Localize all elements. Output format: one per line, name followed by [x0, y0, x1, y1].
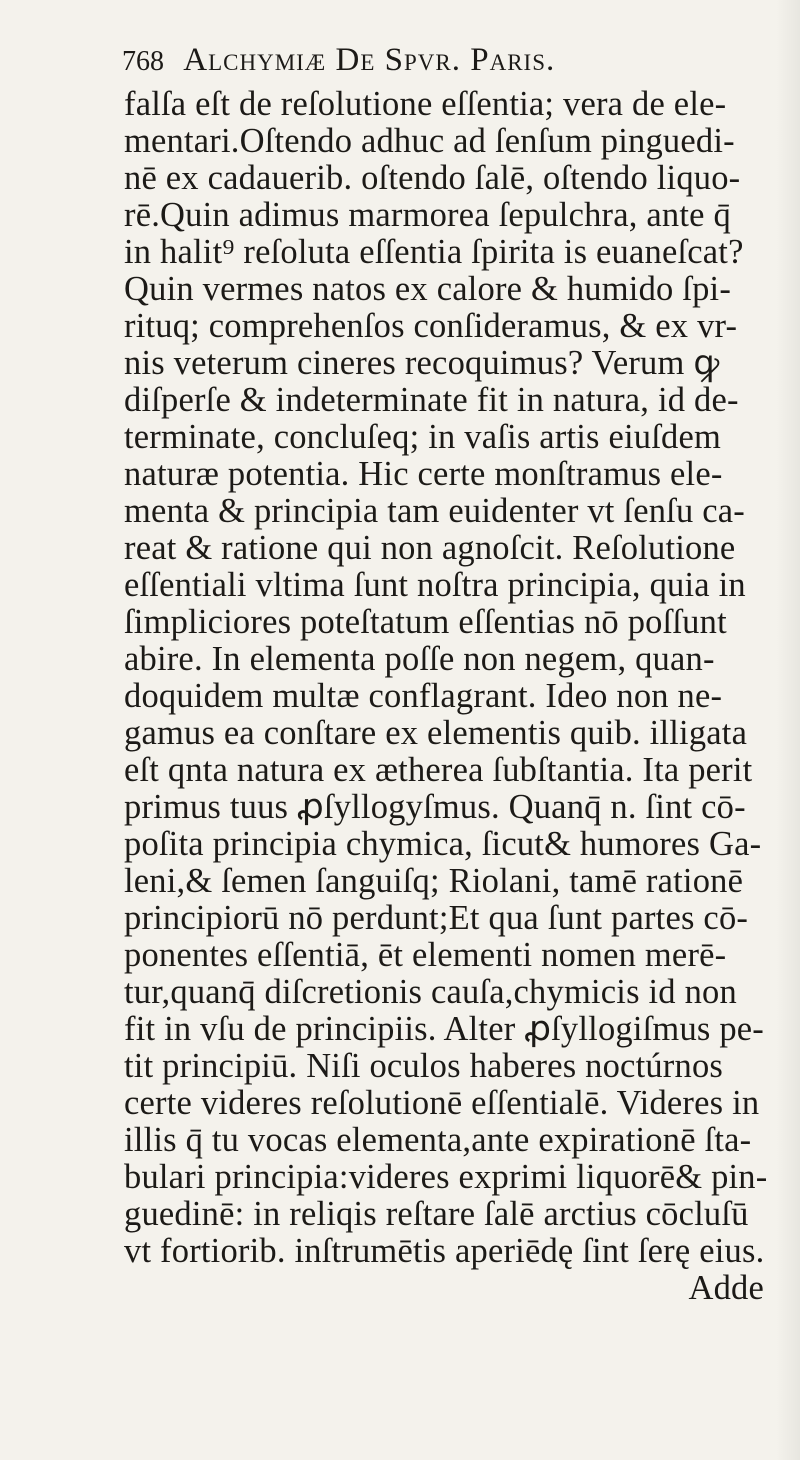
page-header [122, 40, 555, 82]
text-line: doquidem multæ conflagrant. Ideo non ne- [124, 677, 723, 715]
text-line: vt fortiorib. inſtrumētis aperiēdę ſint ſerę eius. [124, 1232, 765, 1270]
text-line: ponentes eſſentiā, ēt elementi nomen merē- [124, 936, 727, 974]
text-line: illis q̄ tu vocas elementa,ante expirationē ſta- [124, 1121, 752, 1159]
text-line: reat & ratione qui non agnoſcit. Reſolutione [124, 529, 736, 567]
text-line: mentari.Oſtendo adhuc ad ſenſum pinguedi- [124, 122, 735, 160]
text-line: ſimpliciores poteſtatum eſſentias nō poſſunt [124, 603, 727, 641]
text-line: leni,& ſemen ſanguiſq; Riolani, tamē rationē [124, 862, 744, 900]
text-line: tur,quanq̄ diſcretionis cauſa,chymicis id non [124, 973, 737, 1011]
text-line: nis veterum cineres recoquimus? Verum ꝙ [124, 344, 720, 382]
text-line: guedinē: in reliqis reſtare ſalē arctius cōcluſū [124, 1195, 749, 1233]
text-line: terminate, concluſeq; in vaſis artis eiuſdem [124, 418, 722, 456]
text-line: tit principiū. Niſi oculos haberes noctúrnos [124, 1047, 724, 1085]
text-line: menta & principia tam euidenter vt ſenſu ca- [124, 492, 745, 530]
text-line: eſt qnta natura ex ætherea ſubſtantia. Ita perit [124, 751, 753, 789]
page-number: 768 [122, 46, 164, 77]
text-line: in halit⁹ reſoluta eſſentia ſpirita is euaneſcat? [124, 233, 744, 271]
text-line: certe videres reſolutionē eſſentialē. Videres in [124, 1084, 760, 1122]
running-title: Alchymiæ De Spvr. Paris. [183, 42, 556, 78]
text-line: falſa eſt de reſolutione eſſentia; vera de ele- [124, 85, 727, 123]
text-line: eſſentiali vltima ſunt noſtra principia, quia in [124, 566, 746, 604]
text-line: diſperſe & indeterminate fit in natura, id de- [124, 381, 739, 419]
text-line: fit in vſu de principiis. Alter ꝓſyllogiſmus pe- [124, 1010, 764, 1048]
text-line: principiorū nō perdunt;Et qua ſunt partes cō- [124, 899, 749, 937]
text-line: abire. In elementa poſſe non negem, quan- [124, 640, 715, 678]
catchword: Adde [688, 1269, 764, 1307]
text-line: bulari principia:videres exprimi liquorē& pin- [124, 1158, 768, 1196]
body-text [124, 86, 784, 1307]
text-line: poſita principia chymica, ſicut& humores Ga- [124, 825, 762, 863]
text-line: gamus ea conſtare ex elementis quib. illigata [124, 714, 748, 752]
text-line: nē ex cadauerib. oſtendo ſalē, oſtendo liquo- [124, 159, 741, 197]
text-line: naturæ potentia. Hic certe monſtramus ele- [124, 455, 723, 493]
text-line: primus tuus ꝓſyllogyſmus. Quanq̄ n. ſint cō- [124, 788, 746, 826]
text-line: rituq; comprehenſos conſideramus, & ex vr- [124, 307, 738, 345]
text-line: rē.Quin adimus marmorea ſepulchra, ante q̄ [124, 196, 731, 234]
text-line: Quin vermes natos ex calore & humido ſpi- [124, 270, 732, 308]
